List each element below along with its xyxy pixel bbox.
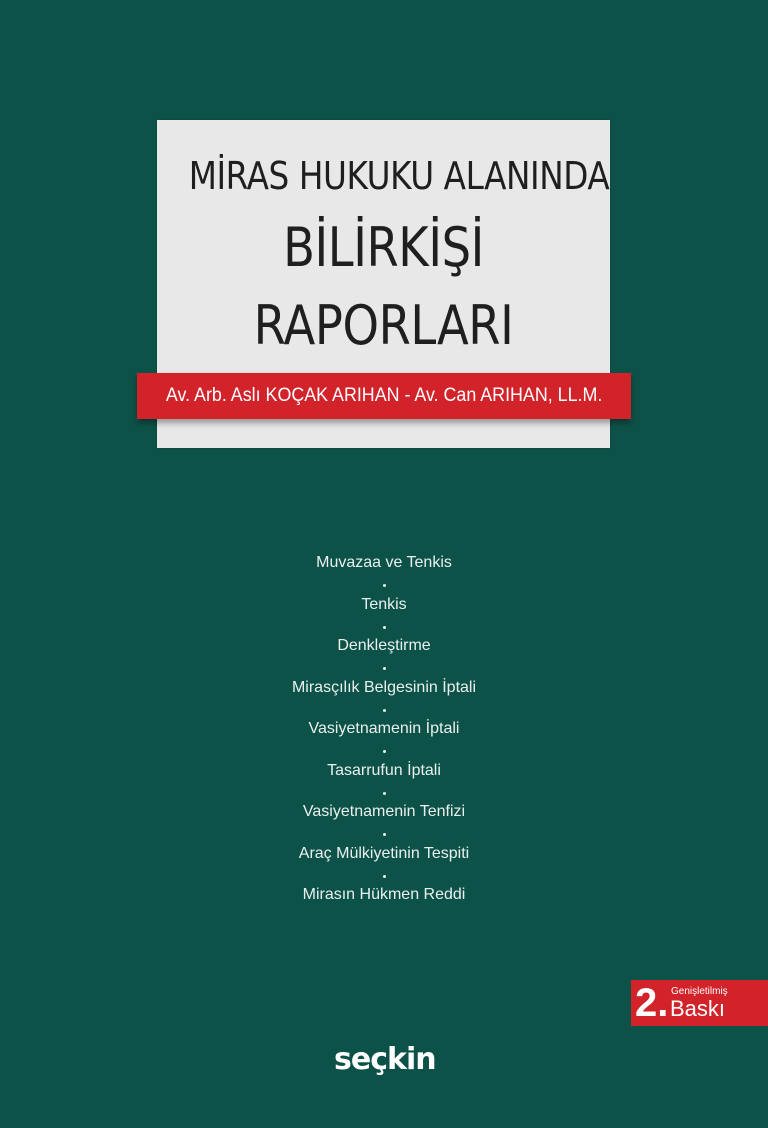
edition-label: Baskı: [670, 996, 726, 1021]
topic-item: Tenkis: [361, 595, 407, 613]
bullet-dot-icon: [383, 584, 386, 587]
edition-note: Genişletilmiş: [671, 986, 728, 997]
author-ribbon: [137, 373, 631, 419]
topic-item: Denkleştirme: [337, 637, 431, 654]
title-line-1: MİRAS HUKUKU ALANINDA: [188, 154, 610, 198]
bullet-dot-icon: [383, 667, 386, 670]
bullet-dot-icon: [383, 626, 386, 629]
edition-number: 2.: [635, 981, 669, 1025]
topic-separator: [184, 615, 584, 637]
title-line-2: BİLİRKİŞİ: [283, 216, 484, 279]
topic-separator: [184, 822, 584, 844]
topic-separator: [184, 739, 584, 761]
topic-item: Mirasın Hükmen Reddi: [302, 886, 466, 903]
bullet-dot-icon: [383, 833, 386, 836]
topic-item: Tasarrufun İptali: [327, 761, 441, 779]
topic-separator: [184, 656, 584, 678]
topic-item: Mirasçılık Belgesinin İptali: [291, 678, 477, 696]
bullet-dot-icon: [383, 709, 386, 712]
bullet-dot-icon: [383, 792, 386, 795]
bullet-dot-icon: [383, 875, 386, 878]
title-line-3: RAPORLARI: [253, 294, 514, 357]
topic-separator: [184, 698, 584, 720]
topic-list: [184, 553, 584, 905]
edition-badge: [631, 980, 768, 1026]
topic-separator: [184, 781, 584, 803]
topic-item: Vasiyetnamenin Tenfizi: [302, 803, 466, 820]
topic-item: Muvazaa ve Tenkis: [316, 554, 452, 571]
publisher-logo: seçkin: [334, 1042, 436, 1077]
topic-item: Araç Mülkiyetinin Tespiti: [298, 844, 470, 862]
topic-separator: [184, 864, 584, 886]
topic-separator: [184, 573, 584, 595]
author-names: Av. Arb. Aslı KOÇAK ARIHAN - Av. Can ARIHAN, LL.M.: [165, 385, 603, 406]
bullet-dot-icon: [383, 750, 386, 753]
topic-item: Vasiyetnamenin İptali: [308, 720, 460, 737]
